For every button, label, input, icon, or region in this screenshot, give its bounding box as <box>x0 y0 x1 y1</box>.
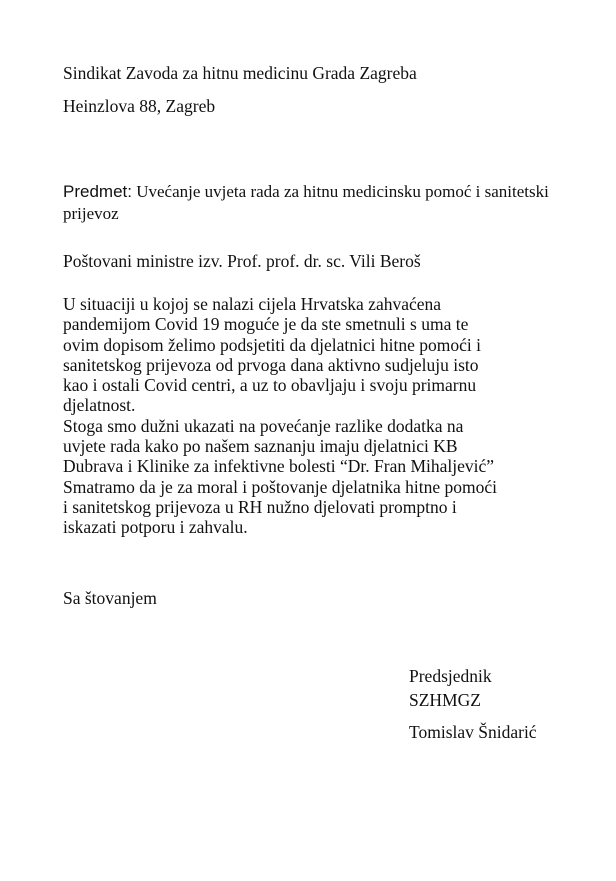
closing: Sa štovanjem <box>63 588 157 608</box>
body-line: U situaciji u kojoj se nalazi cijela Hrvatska zahvaćena <box>63 294 442 314</box>
subject-block <box>63 181 563 225</box>
letter-body <box>63 294 563 538</box>
body-line: uvjete rada kako po našem saznanju imaju djelatnici KB <box>63 436 458 457</box>
body-line: kao i ostali Covid centri, a uz to obavljaju i svoju primarnu <box>63 375 477 396</box>
organization-address: Heinzlova 88, Zagreb <box>63 96 216 116</box>
body-line: Stoga smo dužni ukazati na povećanje razlike dodatka na <box>63 415 464 436</box>
body-line: djelatnost. <box>63 395 136 416</box>
body-line: i sanitetskog prijevoza u RH nužno djelovati promptno i <box>63 496 457 517</box>
body-line: Dubrava i Klinike za infektivne bolesti “Dr. Fran Mihaljević” <box>63 456 495 477</box>
signature-block <box>409 664 537 744</box>
body-line: ovim dopisom želimo podsjetiti da djelatnici hitne pomoći i <box>63 334 481 355</box>
signatory-name: Tomislav Šnidarić <box>409 722 537 742</box>
body-line: sanitetskog prijevoza od prvoga dana aktivno sudjeluju isto <box>63 354 479 375</box>
signatory-organization: SZHMGZ <box>409 690 481 710</box>
subject-text: Uvećanje uvjeta rada za hitnu medicinsku pomoć i sanitetski prijevoz <box>63 182 549 223</box>
organization-name: Sindikat Zavoda za hitnu medicinu Grada Zagreba <box>63 63 417 83</box>
subject-label: Predmet: <box>63 182 132 201</box>
body-line: pandemijom Covid 19 moguće je da ste smetnuli s uma te <box>63 314 469 335</box>
signatory-title: Predsjednik <box>409 666 492 686</box>
salutation: Poštovani ministre izv. Prof. prof. dr. sc. Vili Beroš <box>63 251 421 271</box>
body-line: Smatramo da je za moral i poštovanje djelatnika hitne pomoći <box>63 476 497 497</box>
body-line: iskazati potporu i zahvalu. <box>63 517 248 538</box>
